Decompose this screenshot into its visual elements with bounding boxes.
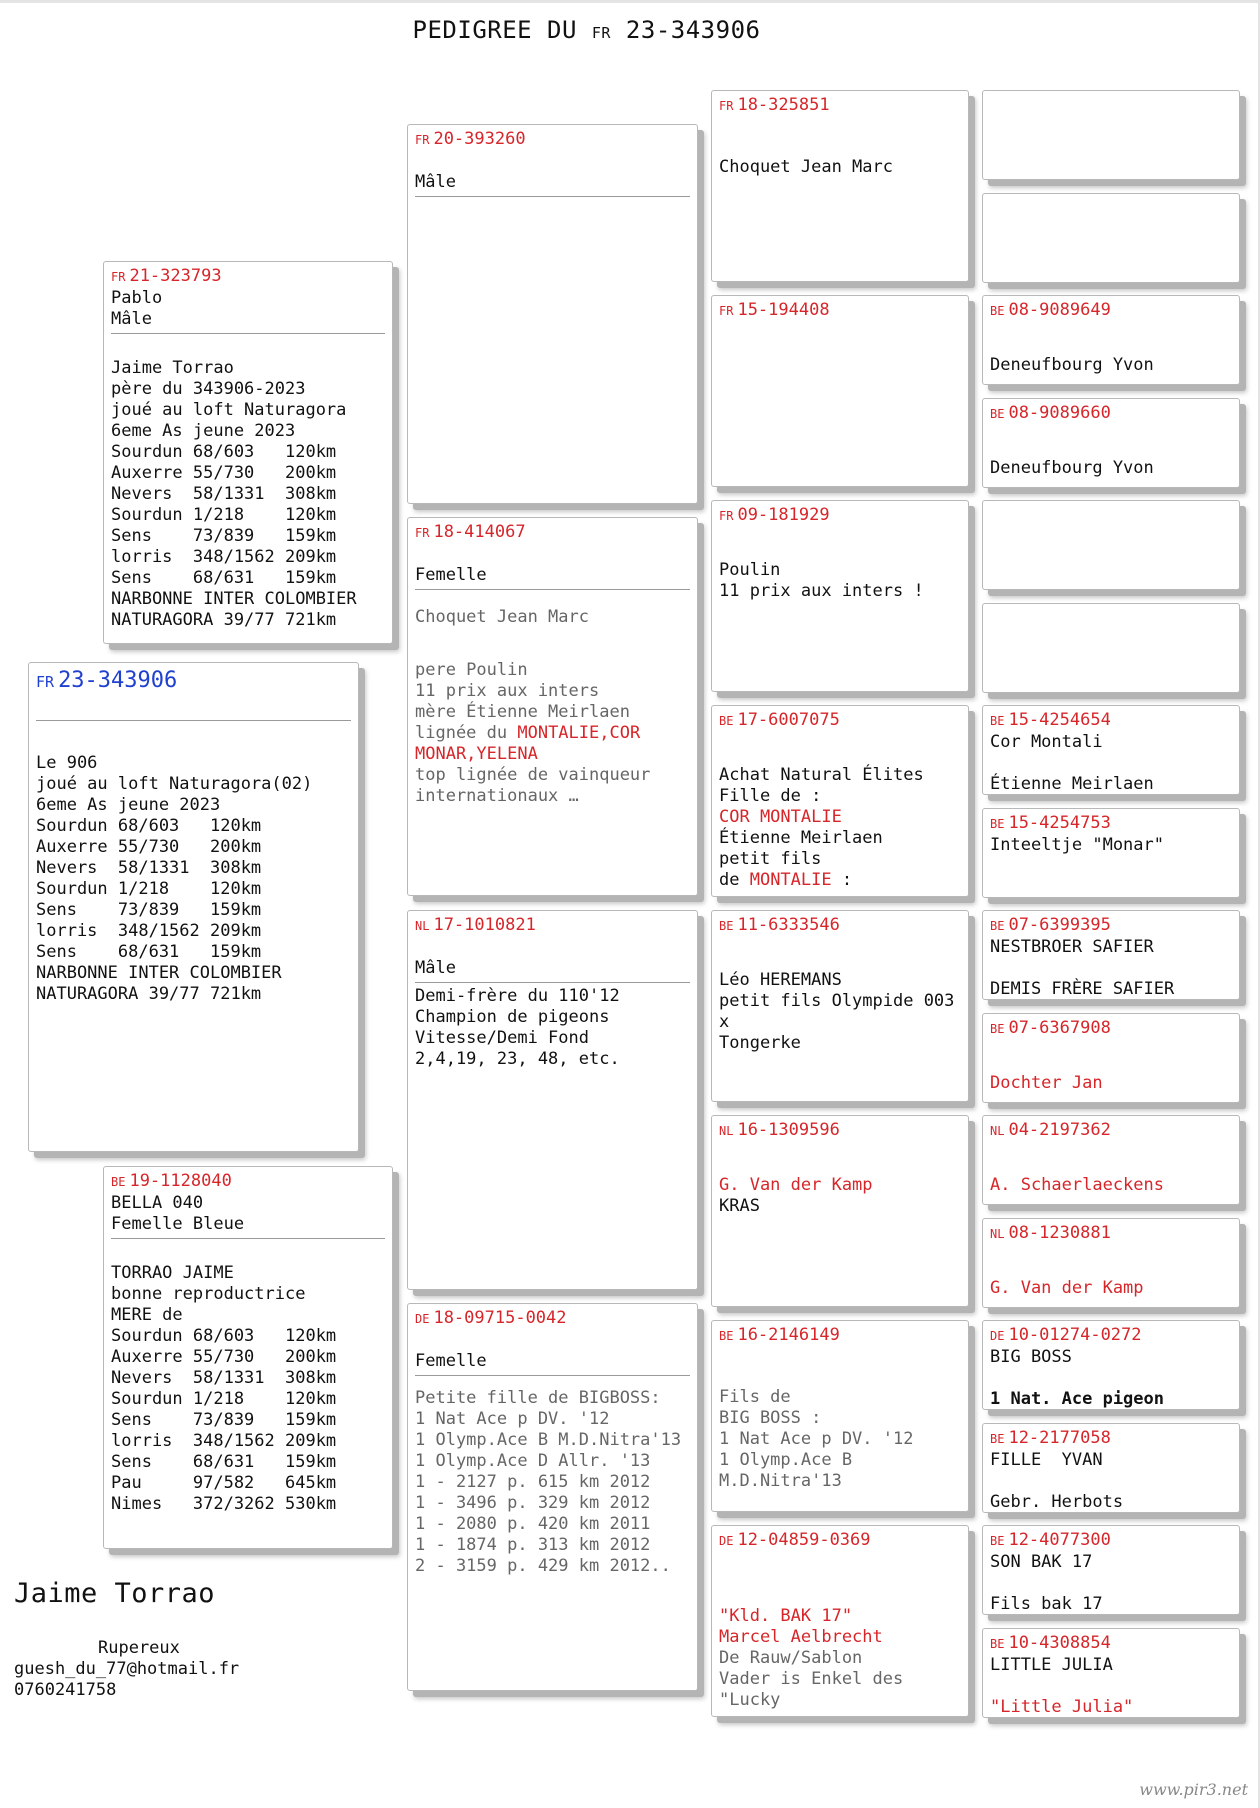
sire-dam-line: pere Poulin bbox=[415, 660, 528, 680]
dam-dam-sire-line: 1 Nat Ace p DV. '12 bbox=[719, 1429, 914, 1449]
sire-line: NARBONNE INTER COLOMBIER bbox=[111, 589, 357, 609]
sire-dam-line: internationaux … bbox=[415, 786, 579, 806]
subject-line: Le 906 bbox=[36, 753, 98, 773]
sire-dam-line: mère Étienne Meirlaen bbox=[415, 702, 630, 722]
sire-sire-sire-card[interactable] bbox=[711, 90, 969, 282]
dam-sire-dam-ring: NL 16-1309596 bbox=[719, 1120, 840, 1140]
dam-sire-ring: NL 17-1010821 bbox=[415, 915, 536, 935]
dam-line: TORRAO JAIME bbox=[111, 1263, 234, 1283]
subject-line: Sourdun 68/603 120km bbox=[36, 816, 262, 836]
dam-dam-sire-ring: BE 16-2146149 bbox=[719, 1325, 840, 1345]
gen4-ring: NL 08-1230881 bbox=[990, 1223, 1111, 1243]
gen4-ring: BE 08-9089660 bbox=[990, 403, 1111, 423]
subject-line: 6eme As jeune 2023 bbox=[36, 795, 221, 815]
gen4-ring: BE 15-4254654 bbox=[990, 710, 1111, 730]
gen4-card-10[interactable] bbox=[982, 1013, 1240, 1103]
sire-line: NATURAGORA 39/77 721km bbox=[111, 610, 337, 630]
sire-line: 6eme As jeune 2023 bbox=[111, 421, 296, 441]
sire-dam-sire-line: Poulin bbox=[719, 560, 781, 580]
sire-dam-dam-ring: BE 17-6007075 bbox=[719, 710, 840, 730]
gen4-card-6[interactable] bbox=[982, 603, 1240, 693]
dam-dam-dam-line: "Lucky bbox=[719, 1690, 781, 1710]
gen4-card-14[interactable] bbox=[982, 1423, 1240, 1513]
sire-dam-dam-line: petit fils bbox=[719, 849, 822, 869]
sire-dam-line: MONAR,YELENA bbox=[415, 744, 538, 764]
sire-sire-dam-card[interactable] bbox=[711, 295, 969, 487]
sire-dam-dam-line: COR MONTALIE bbox=[719, 807, 842, 827]
dam-dam-sire-line: Fils de bbox=[719, 1387, 791, 1407]
gen4-ring: DE 10-01274-0272 bbox=[990, 1325, 1142, 1345]
gen4-ring: BE 15-4254753 bbox=[990, 813, 1111, 833]
sire-dam-line: top lignée de vainqueur bbox=[415, 765, 651, 785]
dam-line: Nevers 58/1331 308km bbox=[111, 1368, 337, 1388]
gen4-ring: BE 12-4077300 bbox=[990, 1530, 1111, 1550]
sire-sire-sire-ring: FR 18-325851 bbox=[719, 95, 830, 115]
sire-line: Nevers 58/1331 308km bbox=[111, 484, 337, 504]
gen4-ring: NL 04-2197362 bbox=[990, 1120, 1111, 1140]
dam-dam-dam-line: Marcel Aelbrecht bbox=[719, 1627, 883, 1647]
gen4-line: FILLE YVAN bbox=[990, 1450, 1103, 1470]
dam-sire-dam-card[interactable] bbox=[711, 1115, 969, 1307]
subject-card[interactable] bbox=[28, 662, 359, 1152]
subject-line: NARBONNE INTER COLOMBIER bbox=[36, 963, 282, 983]
sire-dam-line: lignée du MONTALIE,COR bbox=[415, 723, 641, 743]
dam-sire-sex: Mâle bbox=[415, 958, 456, 978]
dam-dam-line: 1 - 2127 p. 615 km 2012 bbox=[415, 1472, 651, 1492]
gen4-ring: BE 10-4308854 bbox=[990, 1633, 1111, 1653]
sire-dam-dam-card[interactable] bbox=[711, 705, 969, 897]
dam-dam-line: Petite fille de BIGBOSS: bbox=[415, 1388, 661, 1408]
gen4-ring bbox=[990, 95, 1232, 117]
dam-line: Auxerre 55/730 200km bbox=[111, 1347, 337, 1367]
dam-sire-line: Champion de pigeons bbox=[415, 1007, 610, 1027]
sire-sire-card[interactable] bbox=[407, 124, 698, 504]
sire-sire-ring: FR 20-393260 bbox=[415, 129, 526, 149]
gen4-line: BIG BOSS bbox=[990, 1347, 1072, 1367]
dam-sire-sire-line: x bbox=[719, 1012, 730, 1032]
dam-dam-line: 1 Nat Ace p DV. '12 bbox=[415, 1409, 610, 1429]
gen4-ring: BE 07-6367908 bbox=[990, 1018, 1111, 1038]
gen4-card-8[interactable] bbox=[982, 808, 1240, 898]
dam-line: Pau 97/582 645km bbox=[111, 1473, 337, 1493]
gen4-ring bbox=[990, 608, 1232, 630]
gen4-line: DEMIS FRÈRE SAFIER bbox=[990, 979, 1175, 999]
sire-dam-dam-line: Achat Natural Élites bbox=[719, 765, 924, 785]
sire-ring: FR 21-323793 bbox=[111, 266, 222, 286]
dam-dam-dam-line: De Rauw/Sablon bbox=[719, 1648, 863, 1668]
gen4-card-16[interactable] bbox=[982, 1628, 1240, 1718]
dam-dam-sire-line: BIG BOSS : bbox=[719, 1408, 822, 1428]
sire-dam-card[interactable] bbox=[407, 517, 698, 896]
gen4-ring bbox=[990, 198, 1232, 220]
dam-line: Nimes 372/3262 530km bbox=[111, 1494, 337, 1514]
sire-dam-sex: Femelle bbox=[415, 565, 487, 585]
sire-sire-sire-line: Choquet Jean Marc bbox=[719, 157, 893, 177]
dam-dam-line: 1 - 1874 p. 313 km 2012 bbox=[415, 1535, 651, 1555]
sire-line: Sens 68/631 159km bbox=[111, 568, 337, 588]
gen4-line: LITTLE JULIA bbox=[990, 1655, 1113, 1675]
gen4-card-15[interactable] bbox=[982, 1525, 1240, 1615]
gen4-card-2[interactable] bbox=[982, 193, 1240, 283]
dam-dam-sex: Femelle bbox=[415, 1351, 487, 1371]
gen4-card-9[interactable] bbox=[982, 910, 1240, 1000]
subject-line: joué au loft Naturagora(02) bbox=[36, 774, 313, 794]
dam-sire-line: Demi-frère du 110'12 bbox=[415, 986, 620, 1006]
sire-line: Sourdun 1/218 120km bbox=[111, 505, 337, 525]
gen4-line: NESTBROER SAFIER bbox=[990, 937, 1154, 957]
dam-dam-line: 1 Olymp.Ace B M.D.Nitra'13 bbox=[415, 1430, 682, 1450]
subject-line: Sens 73/839 159km bbox=[36, 900, 262, 920]
dam-card[interactable] bbox=[103, 1166, 393, 1549]
gen4-card-12[interactable] bbox=[982, 1218, 1240, 1308]
dam-line: MERE de bbox=[111, 1305, 183, 1325]
gen4-line: Deneufbourg Yvon bbox=[990, 458, 1154, 478]
dam-dam-line: 1 - 2080 p. 420 km 2011 bbox=[415, 1514, 651, 1534]
owner-contact bbox=[14, 1638, 239, 1701]
sire-line: Sourdun 68/603 120km bbox=[111, 442, 337, 462]
dam-dam-dam-ring: DE 12-04859-0369 bbox=[719, 1530, 871, 1550]
dam-sire-sire-line: Tongerke bbox=[719, 1033, 801, 1053]
sire-line: Jaime Torrao bbox=[111, 358, 234, 378]
dam-dam-card[interactable] bbox=[407, 1303, 698, 1691]
dam-sire-line: 2,4,19, 23, 48, etc. bbox=[415, 1049, 620, 1069]
sire-dam-dam-line: Fille de : bbox=[719, 786, 822, 806]
gen4-line: Cor Montali bbox=[990, 732, 1103, 752]
gen4-line: SON BAK 17 bbox=[990, 1552, 1093, 1572]
dam-sire-dam-line: G. Van der Kamp bbox=[719, 1175, 873, 1195]
dam-line: bonne reproductrice bbox=[111, 1284, 306, 1304]
dam-dam-sire-line: 1 Olymp.Ace B bbox=[719, 1450, 853, 1470]
dam-line: lorris 348/1562 209km bbox=[111, 1431, 337, 1451]
sire-dam-dam-line: Étienne Meirlaen bbox=[719, 828, 883, 848]
dam-dam-dam-line: Vader is Enkel des bbox=[719, 1669, 904, 1689]
gen4-ring: BE 07-6399395 bbox=[990, 915, 1111, 935]
sire-dam-ring: FR 18-414067 bbox=[415, 522, 526, 542]
dam-dam-line: 1 - 3496 p. 329 km 2012 bbox=[415, 1493, 651, 1513]
gen4-card-4[interactable] bbox=[982, 398, 1240, 488]
gen4-line: Gebr. Herbots bbox=[990, 1492, 1124, 1512]
gen4-ring bbox=[990, 505, 1232, 527]
dam-sire-sire-line: petit fils Olympide 003 bbox=[719, 991, 955, 1011]
gen4-line: "Little Julia" bbox=[990, 1697, 1134, 1717]
dam-line: Sens 68/631 159km bbox=[111, 1452, 337, 1472]
gen4-card-3[interactable] bbox=[982, 295, 1240, 385]
sire-dam-dam-line: de MONTALIE : bbox=[719, 870, 853, 890]
gen4-line: Inteeltje "Monar" bbox=[990, 835, 1164, 855]
gen4-card-7[interactable] bbox=[982, 705, 1240, 795]
sire-line: Auxerre 55/730 200km bbox=[111, 463, 337, 483]
subject-line: lorris 348/1562 209km bbox=[36, 921, 262, 941]
sire-dam-sire-line: 11 prix aux inters ! bbox=[719, 581, 924, 601]
dam-sire-sire-line: Léo HEREMANS bbox=[719, 970, 842, 990]
dam-line: Sourdun 68/603 120km bbox=[111, 1326, 337, 1346]
sire-line: joué au loft Naturagora bbox=[111, 400, 347, 420]
dam-sire-sire-ring: BE 11-6333546 bbox=[719, 915, 840, 935]
subject-line: Nevers 58/1331 308km bbox=[36, 858, 262, 878]
sire-sex: Mâle bbox=[111, 309, 152, 329]
gen4-ring: BE 08-9089649 bbox=[990, 300, 1111, 320]
dam-sex: Femelle Bleue bbox=[111, 1214, 245, 1234]
gen4-card-1[interactable] bbox=[982, 90, 1240, 180]
gen4-line: Fils bak 17 bbox=[990, 1594, 1103, 1614]
gen4-line: Deneufbourg Yvon bbox=[990, 355, 1154, 375]
gen4-line: Étienne Meirlaen bbox=[990, 774, 1154, 794]
sire-line: Sens 73/839 159km bbox=[111, 526, 337, 546]
sire-line: père du 343906-2023 bbox=[111, 379, 306, 399]
dam-dam-ring: DE 18-09715-0042 bbox=[415, 1308, 567, 1328]
owner-email: guesh_du_77@hotmail.fr bbox=[14, 1659, 240, 1679]
owner-phone: 0760241758 bbox=[14, 1680, 117, 1700]
dam-dam-sire-card[interactable] bbox=[711, 1320, 969, 1512]
sire-dam-sire-card[interactable] bbox=[711, 500, 969, 692]
dam-sire-line: Vitesse/Demi Fond bbox=[415, 1028, 589, 1048]
gen4-card-5[interactable] bbox=[982, 500, 1240, 590]
dam-sire-sire-card[interactable] bbox=[711, 910, 969, 1102]
sire-card[interactable] bbox=[103, 261, 393, 644]
sire-dam-line: 11 prix aux inters bbox=[415, 681, 600, 701]
subject-line: Sens 68/631 159km bbox=[36, 942, 262, 962]
dam-dam-sire-line: M.D.Nitra'13 bbox=[719, 1471, 842, 1491]
page-title: PEDIGREE DU FR 23-343906 bbox=[412, 16, 761, 44]
gen4-ring: BE 12-2177058 bbox=[990, 1428, 1111, 1448]
watermark-credit: www.pir3.net bbox=[1139, 1780, 1248, 1799]
dam-dam-line: 2 - 3159 p. 429 km 2012.. bbox=[415, 1556, 671, 1576]
dam-sire-card[interactable] bbox=[407, 910, 698, 1290]
dam-name: BELLA 040 bbox=[111, 1193, 204, 1213]
gen4-line: Dochter Jan bbox=[990, 1073, 1103, 1093]
subject-line: Sourdun 1/218 120km bbox=[36, 879, 262, 899]
gen4-card-13[interactable] bbox=[982, 1320, 1240, 1410]
subject-line: Auxerre 55/730 200km bbox=[36, 837, 262, 857]
sire-name: Pablo bbox=[111, 288, 163, 308]
dam-line: Sourdun 1/218 120km bbox=[111, 1389, 337, 1409]
sire-sire-sex: Mâle bbox=[415, 172, 456, 192]
dam-dam-dam-card[interactable] bbox=[711, 1525, 969, 1717]
dam-line: Sens 73/839 159km bbox=[111, 1410, 337, 1430]
dam-ring: BE 19-1128040 bbox=[111, 1171, 232, 1191]
owner-city: Rupereux bbox=[98, 1638, 180, 1658]
owner-name: Jaime Torrao bbox=[14, 1578, 216, 1609]
sire-dam-breeder: Choquet Jean Marc bbox=[415, 607, 589, 627]
sire-line: lorris 348/1562 209km bbox=[111, 547, 337, 567]
gen4-line: G. Van der Kamp bbox=[990, 1278, 1144, 1298]
dam-dam-line: 1 Olymp.Ace D Allr. '13 bbox=[415, 1451, 651, 1471]
gen4-card-11[interactable] bbox=[982, 1115, 1240, 1205]
subject-ring: FR 23-343906 bbox=[36, 668, 178, 693]
dam-sire-dam-line: KRAS bbox=[719, 1196, 760, 1216]
dam-dam-dam-line: "Kld. BAK 17" bbox=[719, 1606, 853, 1626]
sire-dam-sire-ring: FR 09-181929 bbox=[719, 505, 830, 525]
gen4-line: A. Schaerlaeckens bbox=[990, 1175, 1164, 1195]
gen4-line: 1 Nat. Ace pigeon bbox=[990, 1389, 1164, 1409]
subject-line: NATURAGORA 39/77 721km bbox=[36, 984, 262, 1004]
sire-sire-dam-ring: FR 15-194408 bbox=[719, 300, 830, 320]
